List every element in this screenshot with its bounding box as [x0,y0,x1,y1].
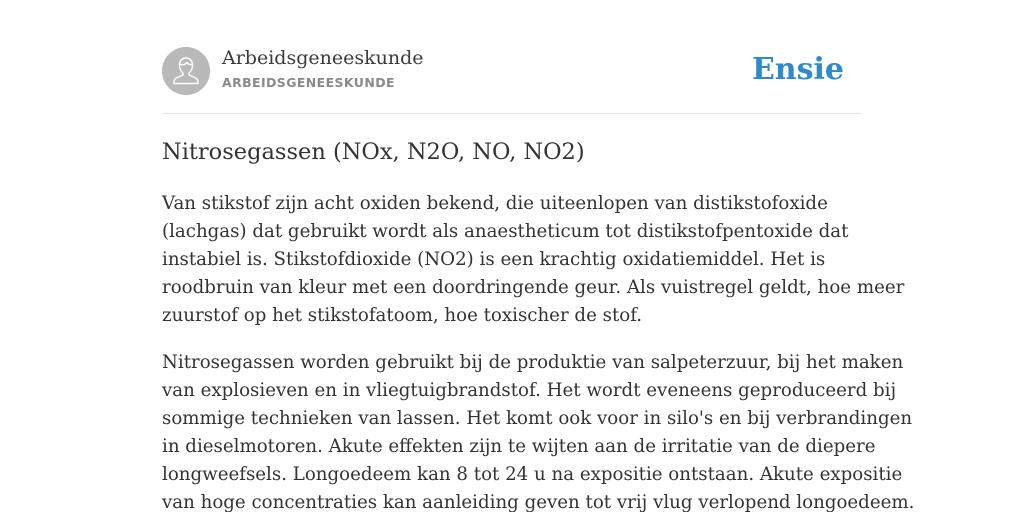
paragraph-line: roodbruin van kleur met een doordringende geur. Als vuistregel geldt, hoe meer [162,277,905,298]
author-category[interactable]: ARBEIDSGENEESKUNDE [222,75,395,90]
paragraph-line: van explosieven en in vliegtuigbrandstof. Het wordt eveneens geproduceerd bij [162,380,897,401]
article-container [162,0,915,512]
paragraph-line: van hoge concentraties kan aanleiding geven tot vrij vlug verlopend longoedeem. [162,492,915,512]
paragraph-line: in dieselmotoren. Akute effekten zijn te wijten aan de irritatie van de diepere [162,436,876,457]
paragraph-line: (lachgas) dat gebruikt wordt als anaestheticum tot distikstofpentoxide dat [162,221,849,242]
paragraph-line: longweefsels. Longoedeem kan 8 tot 24 u na expositie ontstaan. Akute expositie [162,464,903,485]
paragraph-line: sommige technieken van lassen. Het komt ook voor in silo's en bij verbrandingen [162,408,913,429]
paragraph-line: Van stikstof zijn acht oxiden bekend, die uiteenlopen van distikstofoxide [162,193,828,214]
paragraph-line: zuurstof op het stikstofatoom, hoe toxischer de stof. [162,305,643,326]
article-title: Nitrosegassen (NOx, N2O, NO, NO2) [162,139,585,165]
author-name[interactable]: Arbeidsgeneeskunde [222,47,424,69]
brand-logo[interactable]: Ensie [751,52,844,87]
article-header [162,0,862,114]
article-paragraph [162,349,915,512]
user-silhouette-icon [162,47,210,95]
paragraph-line: instabiel is. Stikstofdioxide (NO2) is een krachtig oxidatiemiddel. Het is [162,249,826,270]
paragraph-line: Nitrosegassen worden gebruikt bij de produktie van salpeterzuur, bij het maken [162,352,904,373]
article-body [162,190,915,512]
article-paragraph [162,190,905,330]
author-avatar[interactable] [162,47,210,95]
